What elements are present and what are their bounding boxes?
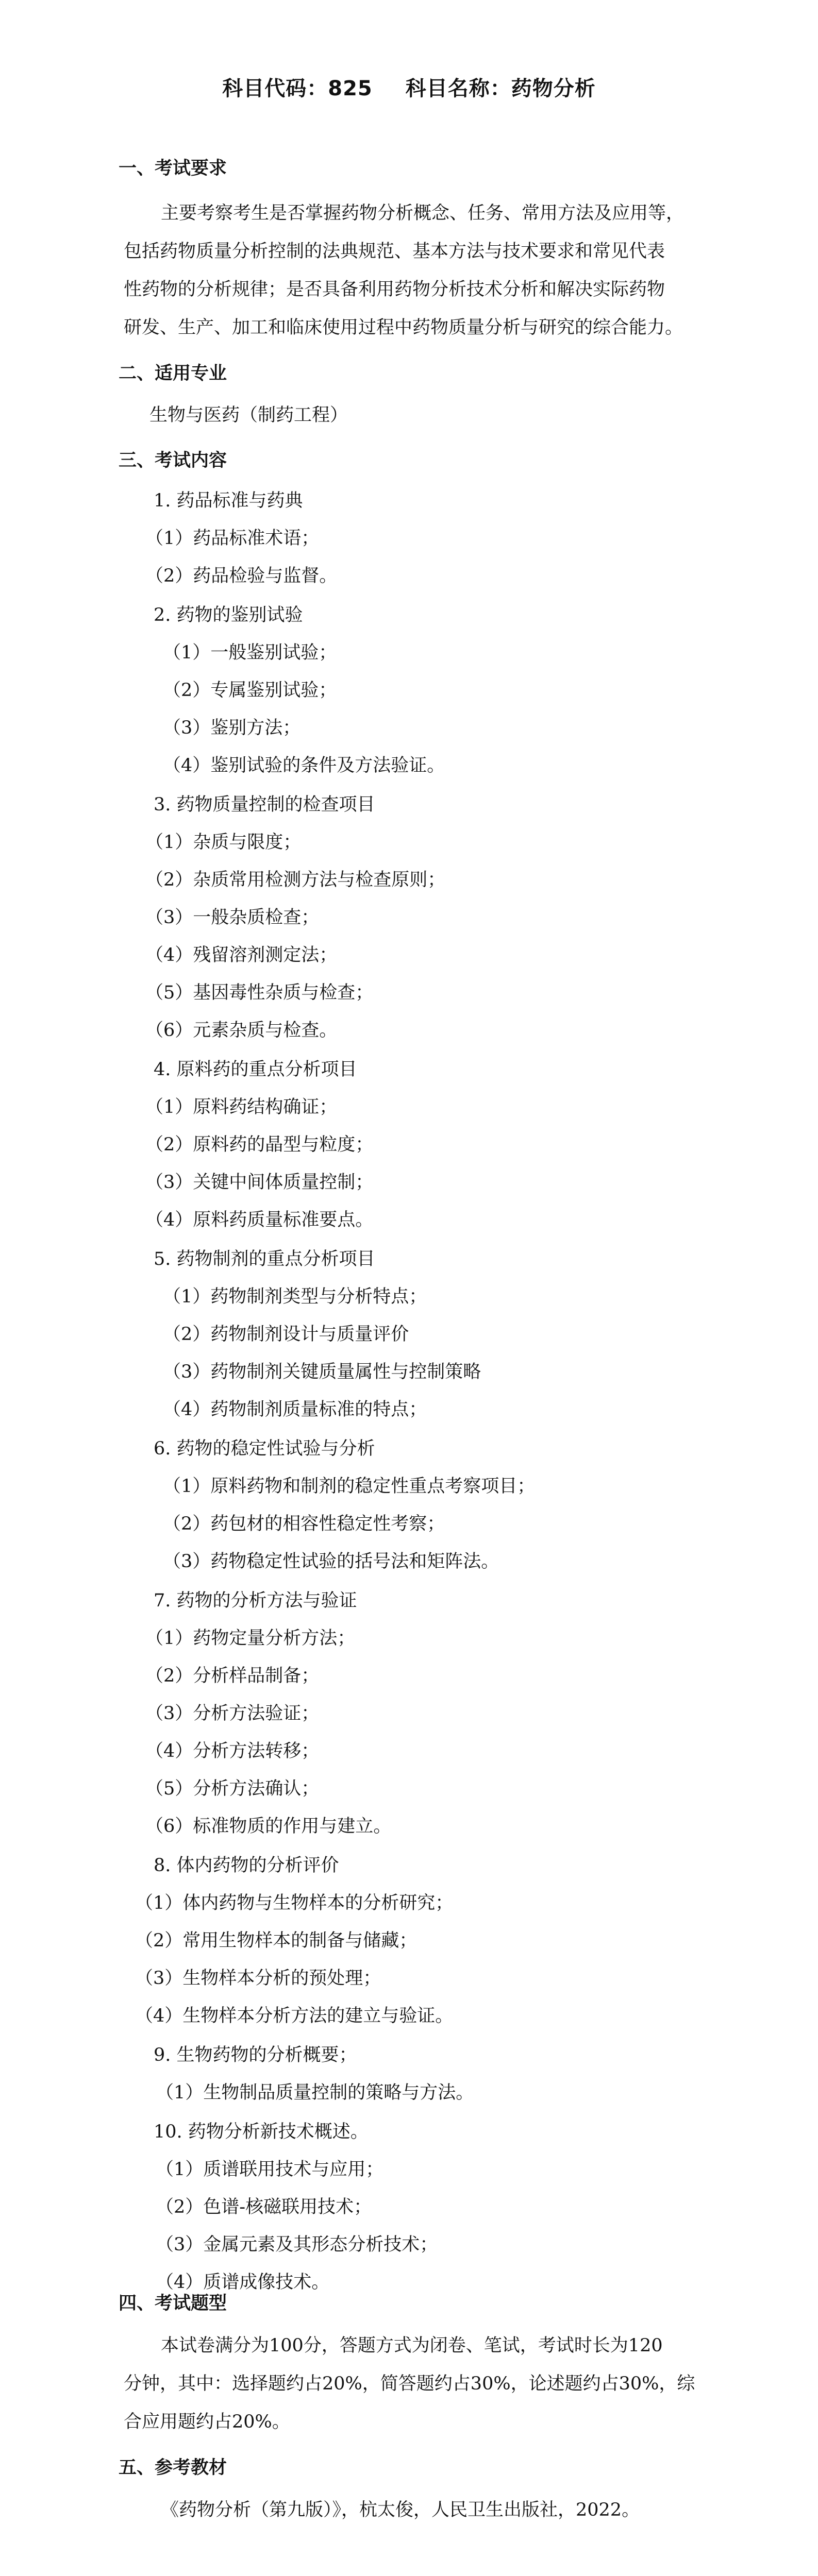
content-subitem: （3）鉴别方法； bbox=[163, 718, 301, 738]
content-subitem: （2）原料药的晶型与粒度； bbox=[145, 1134, 374, 1155]
content-subitem: （2）色谱-核磁联用技术； bbox=[156, 2197, 372, 2217]
paragraph-line: 本试卷满分为100分，答题方式为闭卷、笔试，考试时长为120 bbox=[161, 2335, 663, 2356]
page-title bbox=[0, 72, 818, 101]
section-heading-question-types: 四、考试题型 bbox=[119, 2293, 227, 2314]
content-topic: 3. 药物质量控制的检查项目 bbox=[154, 794, 375, 815]
content-topic: 8. 体内药物的分析评价 bbox=[154, 1855, 339, 1876]
content-subitem: （1）药物制剂类型与分析特点； bbox=[163, 1286, 427, 1307]
section-heading-textbook: 五、参考教材 bbox=[119, 2458, 227, 2478]
content-subitem: （2）药包材的相容性稳定性考察； bbox=[163, 1514, 445, 1534]
section-heading-major: 二、适用专业 bbox=[119, 363, 227, 384]
content-subitem: （6）元素杂质与检查。 bbox=[145, 1020, 338, 1041]
content-topic: 7. 药物的分析方法与验证 bbox=[154, 1590, 357, 1611]
content-subitem: （5）基因毒性杂质与检查； bbox=[145, 982, 374, 1003]
section-heading-content: 三、考试内容 bbox=[119, 450, 227, 471]
content-subitem: （3）关键中间体质量控制； bbox=[145, 1172, 374, 1193]
content-subitem: （3）药物制剂关键质量属性与控制策略 bbox=[163, 1362, 481, 1382]
content-topic: 1. 药品标准与药典 bbox=[154, 490, 303, 511]
content-subitem: （2）药物制剂设计与质量评价 bbox=[163, 1324, 409, 1345]
content-subitem: （1）药品标准术语； bbox=[145, 528, 320, 549]
content-subitem: （4）残留溶剂测定法； bbox=[145, 945, 338, 965]
subject-code: 科目代码：825 bbox=[222, 77, 373, 100]
content-topic: 10. 药物分析新技术概述。 bbox=[154, 2122, 369, 2142]
paragraph-line: 合应用题约占20%。 bbox=[124, 2412, 290, 2432]
paragraph-line: 主要考察考生是否掌握药物分析概念、任务、常用方法及应用等， bbox=[161, 203, 685, 224]
content-subitem: （1）生物制品质量控制的策略与方法。 bbox=[156, 2082, 474, 2103]
content-topic: 9. 生物药物的分析概要； bbox=[154, 2045, 357, 2065]
content-topic: 2. 药物的鉴别试验 bbox=[154, 605, 303, 625]
content-subitem: （1）一般鉴别试验； bbox=[163, 642, 337, 663]
content-subitem: （2）杂质常用检测方法与检查原则； bbox=[145, 870, 446, 890]
content-subitem: （3）分析方法验证； bbox=[145, 1703, 320, 1724]
content-subitem: （3）生物样本分析的预处理； bbox=[135, 1968, 381, 1989]
content-subitem: （4）质谱成像技术。 bbox=[156, 2272, 330, 2293]
content-topic: 6. 药物的稳定性试验与分析 bbox=[154, 1438, 375, 1459]
content-subitem: （4）生物样本分析方法的建立与验证。 bbox=[135, 2006, 454, 2026]
content-subitem: （4）分析方法转移； bbox=[145, 1741, 320, 1761]
content-subitem: （1）质谱联用技术与应用； bbox=[156, 2159, 384, 2180]
section-heading-requirements: 一、考试要求 bbox=[119, 158, 227, 179]
subject-name: 科目名称：药物分析 bbox=[405, 77, 596, 100]
content-subitem: （3）药物稳定性试验的括号法和矩阵法。 bbox=[163, 1551, 499, 1572]
content-subitem: （1）原料药结构确证； bbox=[145, 1097, 338, 1117]
content-subitem: （4）鉴别试验的条件及方法验证。 bbox=[163, 755, 445, 776]
content-subitem: （3）金属元素及其形态分析技术； bbox=[156, 2234, 438, 2255]
major-text: 生物与医药（制药工程） bbox=[149, 405, 348, 426]
content-subitem: （2）常用生物样本的制备与储藏； bbox=[135, 1930, 418, 1951]
content-subitem: （1）药物定量分析方法； bbox=[145, 1628, 356, 1649]
paragraph-line: 研发、生产、加工和临床使用过程中药物质量分析与研究的综合能力。 bbox=[124, 317, 683, 338]
content-subitem: （3）一般杂质检查； bbox=[145, 907, 320, 928]
content-subitem: （1）杂质与限度； bbox=[145, 832, 302, 853]
textbook-reference: 《药物分析（第九版）》，杭太俊，人民卫生出版社，2022。 bbox=[161, 2500, 640, 2520]
content-subitem: （2）专属鉴别试验； bbox=[163, 680, 337, 701]
content-subitem: （2）药品检验与监督。 bbox=[145, 566, 338, 586]
paragraph-line: 分钟，其中：选择题约占20%，简答题约占30%，论述题约占30%，综 bbox=[124, 2374, 695, 2394]
content-topic: 5. 药物制剂的重点分析项目 bbox=[154, 1249, 375, 1269]
content-subitem: （1）原料药物和制剂的稳定性重点考察项目； bbox=[163, 1476, 536, 1497]
content-subitem: （6）标准物质的作用与建立。 bbox=[145, 1816, 392, 1837]
content-subitem: （2）分析样品制备； bbox=[145, 1666, 320, 1686]
content-subitem: （1）体内药物与生物样本的分析研究； bbox=[135, 1893, 454, 1913]
content-subitem: （5）分析方法确认； bbox=[145, 1778, 320, 1799]
content-topic: 4. 原料药的重点分析项目 bbox=[154, 1059, 357, 1080]
paragraph-line: 性药物的分析规律；是否具备利用药物分析技术分析和解决实际药物 bbox=[124, 279, 665, 300]
content-subitem: （4）药物制剂质量标准的特点； bbox=[163, 1399, 427, 1420]
content-subitem: （4）原料药质量标准要点。 bbox=[145, 1210, 374, 1230]
paragraph-line: 包括药物质量分析控制的法典规范、基本方法与技术要求和常见代表 bbox=[124, 241, 665, 262]
